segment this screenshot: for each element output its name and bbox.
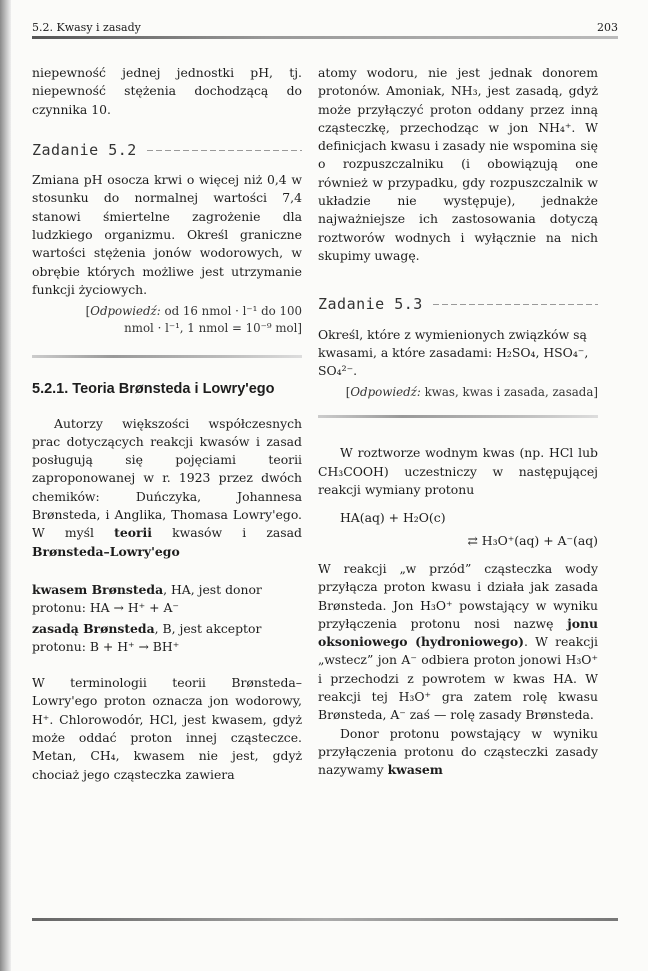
answer-line-1: od 16 nmol · l⁻¹ do 100 [164, 304, 302, 319]
equation-line-2: ⇄ H₃O⁺(aq) + A⁻(aq) [467, 532, 598, 548]
terminology-paragraph: W terminologii teorii Brønsteda–Lowry'ego proton oznacza jon wodorowy, H⁺. Chlorowodór, HCl, jest kwasem, gdyż może oddać proton innej cząsteczce. Metan, CH₄, kwasem nie jest, gdyż chociaż jego cząsteczka zawiera [32, 675, 302, 782]
acid-term-bold: kwasem [387, 762, 443, 778]
theory-text-2: kwasów i zasad [172, 525, 302, 541]
base-term: zasadą Brønsteda [32, 620, 155, 636]
answer-label: Odpowiedź: [90, 304, 161, 319]
base-definition [32, 620, 302, 657]
donor-text: Donor protonu powstający w wyniku przyłączenia protonu do cząsteczki zasady nazywamy [318, 725, 598, 778]
acid-term: kwasem Brønsteda [32, 581, 164, 597]
running-head: 5.2. Kwasy i zasady [32, 21, 141, 34]
equation-line-1: HA(aq) + H₂O(c) [340, 510, 446, 526]
acid-def-text: , HA, jest donor protonu: HA → H⁺ + A⁻ [32, 581, 262, 616]
theory-bold: teorii [114, 525, 152, 541]
answer-line-2: nmol · l⁻¹, 1 nmol = 10⁻⁹ mol [124, 321, 298, 336]
donor-paragraph [318, 725, 598, 780]
right-column [318, 64, 598, 780]
answer-label: Odpowiedź: [350, 385, 421, 400]
task-5-2-text: Zmiana pH osocza krwi o więcej niż 0,4 w stosunku do normalnej wartości 7,4 stanowi śmiertelne zagrożenie dla ludzkiego organizmu. Określ graniczne wartości stężenia jonów wodorowych, w obrębie których możliwe jest utrzymanie funkcji życiowych. [32, 172, 302, 297]
heading-dotted-rule [147, 150, 302, 151]
theory-text: Autorzy większości współczesnych prac dotyczących reakcji kwasów i zasad posługują się pojęciami teorii zaproponowanej w r. 1923 przez dwóch chemików: Duńczyka, Johannesa Brønsteda, i Anglika, Thomasa Lowry'ego. W myśl [32, 415, 302, 541]
acid-definition [32, 581, 302, 618]
task-5-3-answer: [Odpowiedź: kwas, kwas i zasada, zasada] [345, 385, 598, 400]
forward-text: W reakcji „w przód” cząsteczka wody przyłącza proton kwasu i działa jak zasada Brønsteda. Jon H₃O⁺ powstający w wyniku przyłączenia protonu nosi nazwę [318, 560, 598, 631]
book-spine-shadow [0, 0, 11, 971]
heading-dotted-rule [433, 304, 598, 305]
left-column [32, 64, 302, 784]
task-5-2-heading [32, 141, 302, 159]
reaction-intro: W roztworze wodnym kwas (np. HCl lub CH₃COOH) uczestniczy w następującej reakcji wymiany protonu [318, 445, 598, 498]
ammonia-paragraph: atomy wodoru, nie jest jednak donorem protonów. Amoniak, NH₃, jest zasadą, gdyż może przyłączyć proton oddany przez inną cząsteczkę, przechodząc w jon NH₄⁺. W definicjach kwasu i zasady nie wspomina się o rozpuszczalniku (i obowiązują one również w przypadku, gdy rozpuszczalnik w układzie nie występuje), jednakże najważniejsze ich zastosowania dotyczą roztworów wodnych i wyłącznie na nich skupimy uwagę. [318, 65, 598, 263]
task-5-3-heading [318, 295, 598, 313]
task-5-2-title: Zadanie 5.2 [32, 140, 137, 159]
backward-text: . W reakcji „wstecz” jon A⁻ odbiera proton jonowi H₃O⁺ i przechodzi z powrotem w kwas HA. W reakcji tej H₃O⁺ gra zatem rolę kwasu Brønsteda, A⁻ zaś — rolę zasady Brønsteda. [318, 634, 598, 723]
theory-name-bold: Brønsteda–Lowry'ego [32, 543, 180, 559]
forward-reaction-paragraph [318, 560, 598, 725]
page-header [32, 14, 618, 34]
task-5-2-answer: [Odpowiedź: od 16 nmol · l⁻¹ do 100 nmol · l⁻¹, 1 nmol = 10⁻⁹ mol] [85, 304, 302, 336]
base-def-text: , B, jest akceptor protonu: B + H⁺ → BH⁺ [32, 620, 262, 654]
task-5-3-title: Zadanie 5.3 [318, 295, 423, 314]
section-separator [32, 355, 302, 358]
theory-paragraph [32, 415, 302, 561]
page-number: 203 [597, 21, 618, 34]
footer-rule [32, 918, 618, 921]
intro-paragraph: niepewność jednej jednostki pH, tj. niepewność stężenia dochodzącą do czynnika 10. [32, 65, 302, 117]
task-5-3-text: Określ, które z wymienionych związków są kwasami, a które zasadami: H₂SO₄, HSO₄⁻, SO₄²⁻. [318, 326, 589, 379]
section-5-2-1-title: 5.2.1. Teoria Brønsteda i Lowry'ego [32, 381, 275, 398]
section-separator [318, 415, 598, 418]
answer-text: kwas, kwas i zasada, zasada [424, 385, 594, 400]
header-rule [32, 36, 618, 39]
oxonium-term: jonu oksoniowego (hydroniowego) [318, 615, 598, 650]
